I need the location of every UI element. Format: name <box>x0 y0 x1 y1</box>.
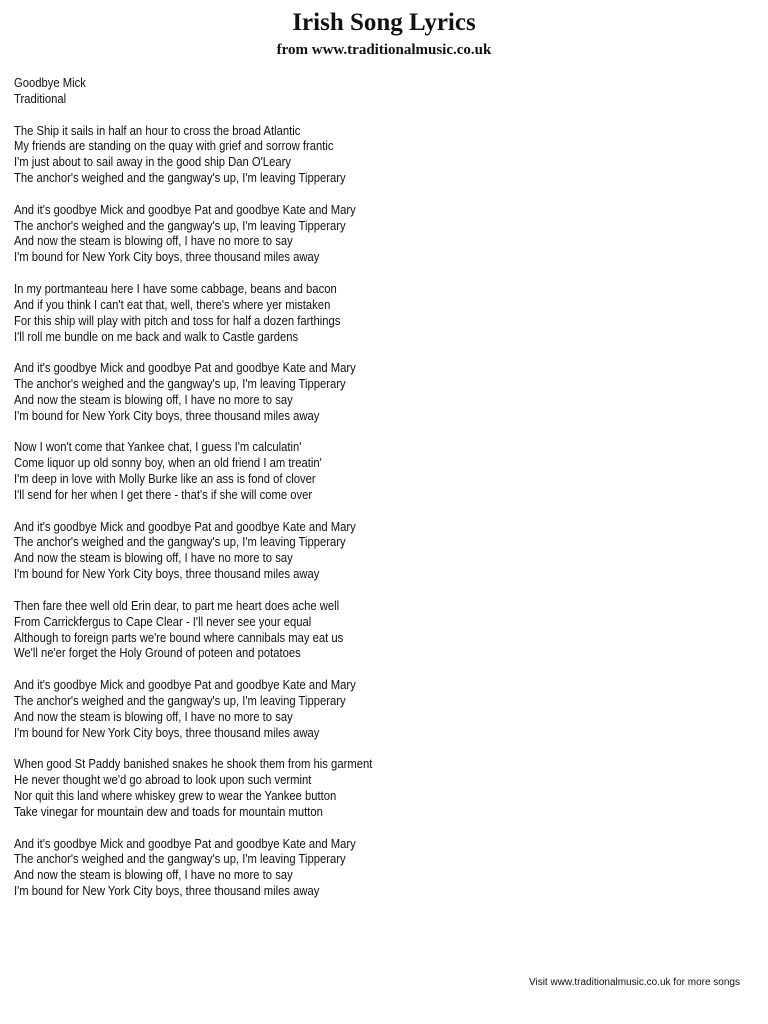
lyric-line: I'll send for her when I get there - that's if she will come over <box>14 487 313 502</box>
lyric-line: I'm bound for New York City boys, three thousand miles away <box>14 725 320 740</box>
verse <box>14 361 372 424</box>
lyric-line: Come liquor up old sonny boy, when an old friend I am treatin' <box>14 456 322 471</box>
lyric-line: I'm bound for New York City boys, three thousand miles away <box>14 884 320 899</box>
verse <box>14 440 372 503</box>
song-author: Traditional <box>14 91 67 106</box>
lyric-line: I'm bound for New York City boys, three thousand miles away <box>14 250 320 265</box>
lyric-line: I'm just about to sail away in the good ship Dan O'Leary <box>14 155 291 170</box>
lyric-line: And now the steam is blowing off, I have no more to say <box>14 551 293 566</box>
verse <box>14 757 372 820</box>
verse <box>14 837 372 900</box>
lyric-line: The anchor's weighed and the gangway's up, I'm leaving Tipperary <box>14 535 346 550</box>
lyric-line: When good St Paddy banished snakes he shook them from his garment <box>14 757 373 772</box>
lyric-line: The anchor's weighed and the gangway's up, I'm leaving Tipperary <box>14 377 346 392</box>
page-subtitle: from www.traditionalmusic.co.uk <box>276 42 492 58</box>
footer-note: Visit www.traditionalmusic.co.uk for more songs <box>528 977 740 988</box>
verse-list <box>14 124 372 900</box>
lyric-line: The anchor's weighed and the gangway's up, I'm leaving Tipperary <box>14 218 346 233</box>
lyric-line: The anchor's weighed and the gangway's up, I'm leaving Tipperary <box>14 852 346 867</box>
song-lyrics <box>14 76 372 916</box>
page-title: Irish Song Lyrics <box>292 9 476 36</box>
lyric-line: We'll ne'er forget the Holy Ground of poteen and potatoes <box>14 646 301 661</box>
lyric-line: Nor quit this land where whiskey grew to wear the Yankee button <box>14 788 337 803</box>
lyric-line: Take vinegar for mountain dew and toads for mountain mutton <box>14 804 323 819</box>
lyric-line: The anchor's weighed and the gangway's up, I'm leaving Tipperary <box>14 171 346 186</box>
lyric-line: He never thought we'd go abroad to look upon such vermint <box>14 773 312 788</box>
lyric-line: And it's goodbye Mick and goodbye Pat and goodbye Kate and Mary <box>14 678 356 693</box>
lyric-line: And it's goodbye Mick and goodbye Pat and goodbye Kate and Mary <box>14 361 356 376</box>
lyric-line: Although to foreign parts we're bound where cannibals may eat us <box>14 630 344 645</box>
lyric-line: For this ship will play with pitch and toss for half a dozen farthings <box>14 313 341 328</box>
lyric-line: And it's goodbye Mick and goodbye Pat and goodbye Kate and Mary <box>14 519 356 534</box>
lyric-line: Now I won't come that Yankee chat, I guess I'm calculatin' <box>14 440 302 455</box>
lyric-line: Then fare thee well old Erin dear, to part me heart does ache well <box>14 598 340 613</box>
lyric-line: I'm bound for New York City boys, three thousand miles away <box>14 567 320 582</box>
lyric-line: My friends are standing on the quay with grief and sorrow frantic <box>14 139 334 154</box>
verse <box>14 599 372 662</box>
lyric-line: And now the steam is blowing off, I have no more to say <box>14 234 293 249</box>
lyric-line: And now the steam is blowing off, I have no more to say <box>14 868 293 883</box>
verse <box>14 124 372 187</box>
page-header <box>0 8 768 60</box>
song-title: Goodbye Mick <box>14 76 86 90</box>
lyric-line: And it's goodbye Mick and goodbye Pat and goodbye Kate and Mary <box>14 202 356 217</box>
lyric-line: And it's goodbye Mick and goodbye Pat and goodbye Kate and Mary <box>14 836 356 851</box>
lyric-line: I'm deep in love with Molly Burke like an ass is fond of clover <box>14 472 316 487</box>
lyric-line: I'll roll me bundle on me back and walk to Castle gardens <box>14 329 299 344</box>
lyric-line: I'm bound for New York City boys, three thousand miles away <box>14 408 320 423</box>
lyric-line: And now the steam is blowing off, I have no more to say <box>14 709 293 724</box>
lyric-line: And now the steam is blowing off, I have no more to say <box>14 392 293 407</box>
lyric-line: The Ship it sails in half an hour to cross the broad Atlantic <box>14 123 301 138</box>
verse <box>14 282 372 345</box>
verse <box>14 203 372 266</box>
verse <box>14 678 372 741</box>
verse <box>14 520 372 583</box>
lyric-line: And if you think I can't eat that, well, there's where yer mistaken <box>14 297 331 312</box>
song-heading <box>14 76 372 108</box>
lyric-line: In my portmanteau here I have some cabbage, beans and bacon <box>14 281 337 296</box>
lyric-line: From Carrickfergus to Cape Clear - I'll never see your equal <box>14 614 312 629</box>
lyric-line: The anchor's weighed and the gangway's up, I'm leaving Tipperary <box>14 693 346 708</box>
